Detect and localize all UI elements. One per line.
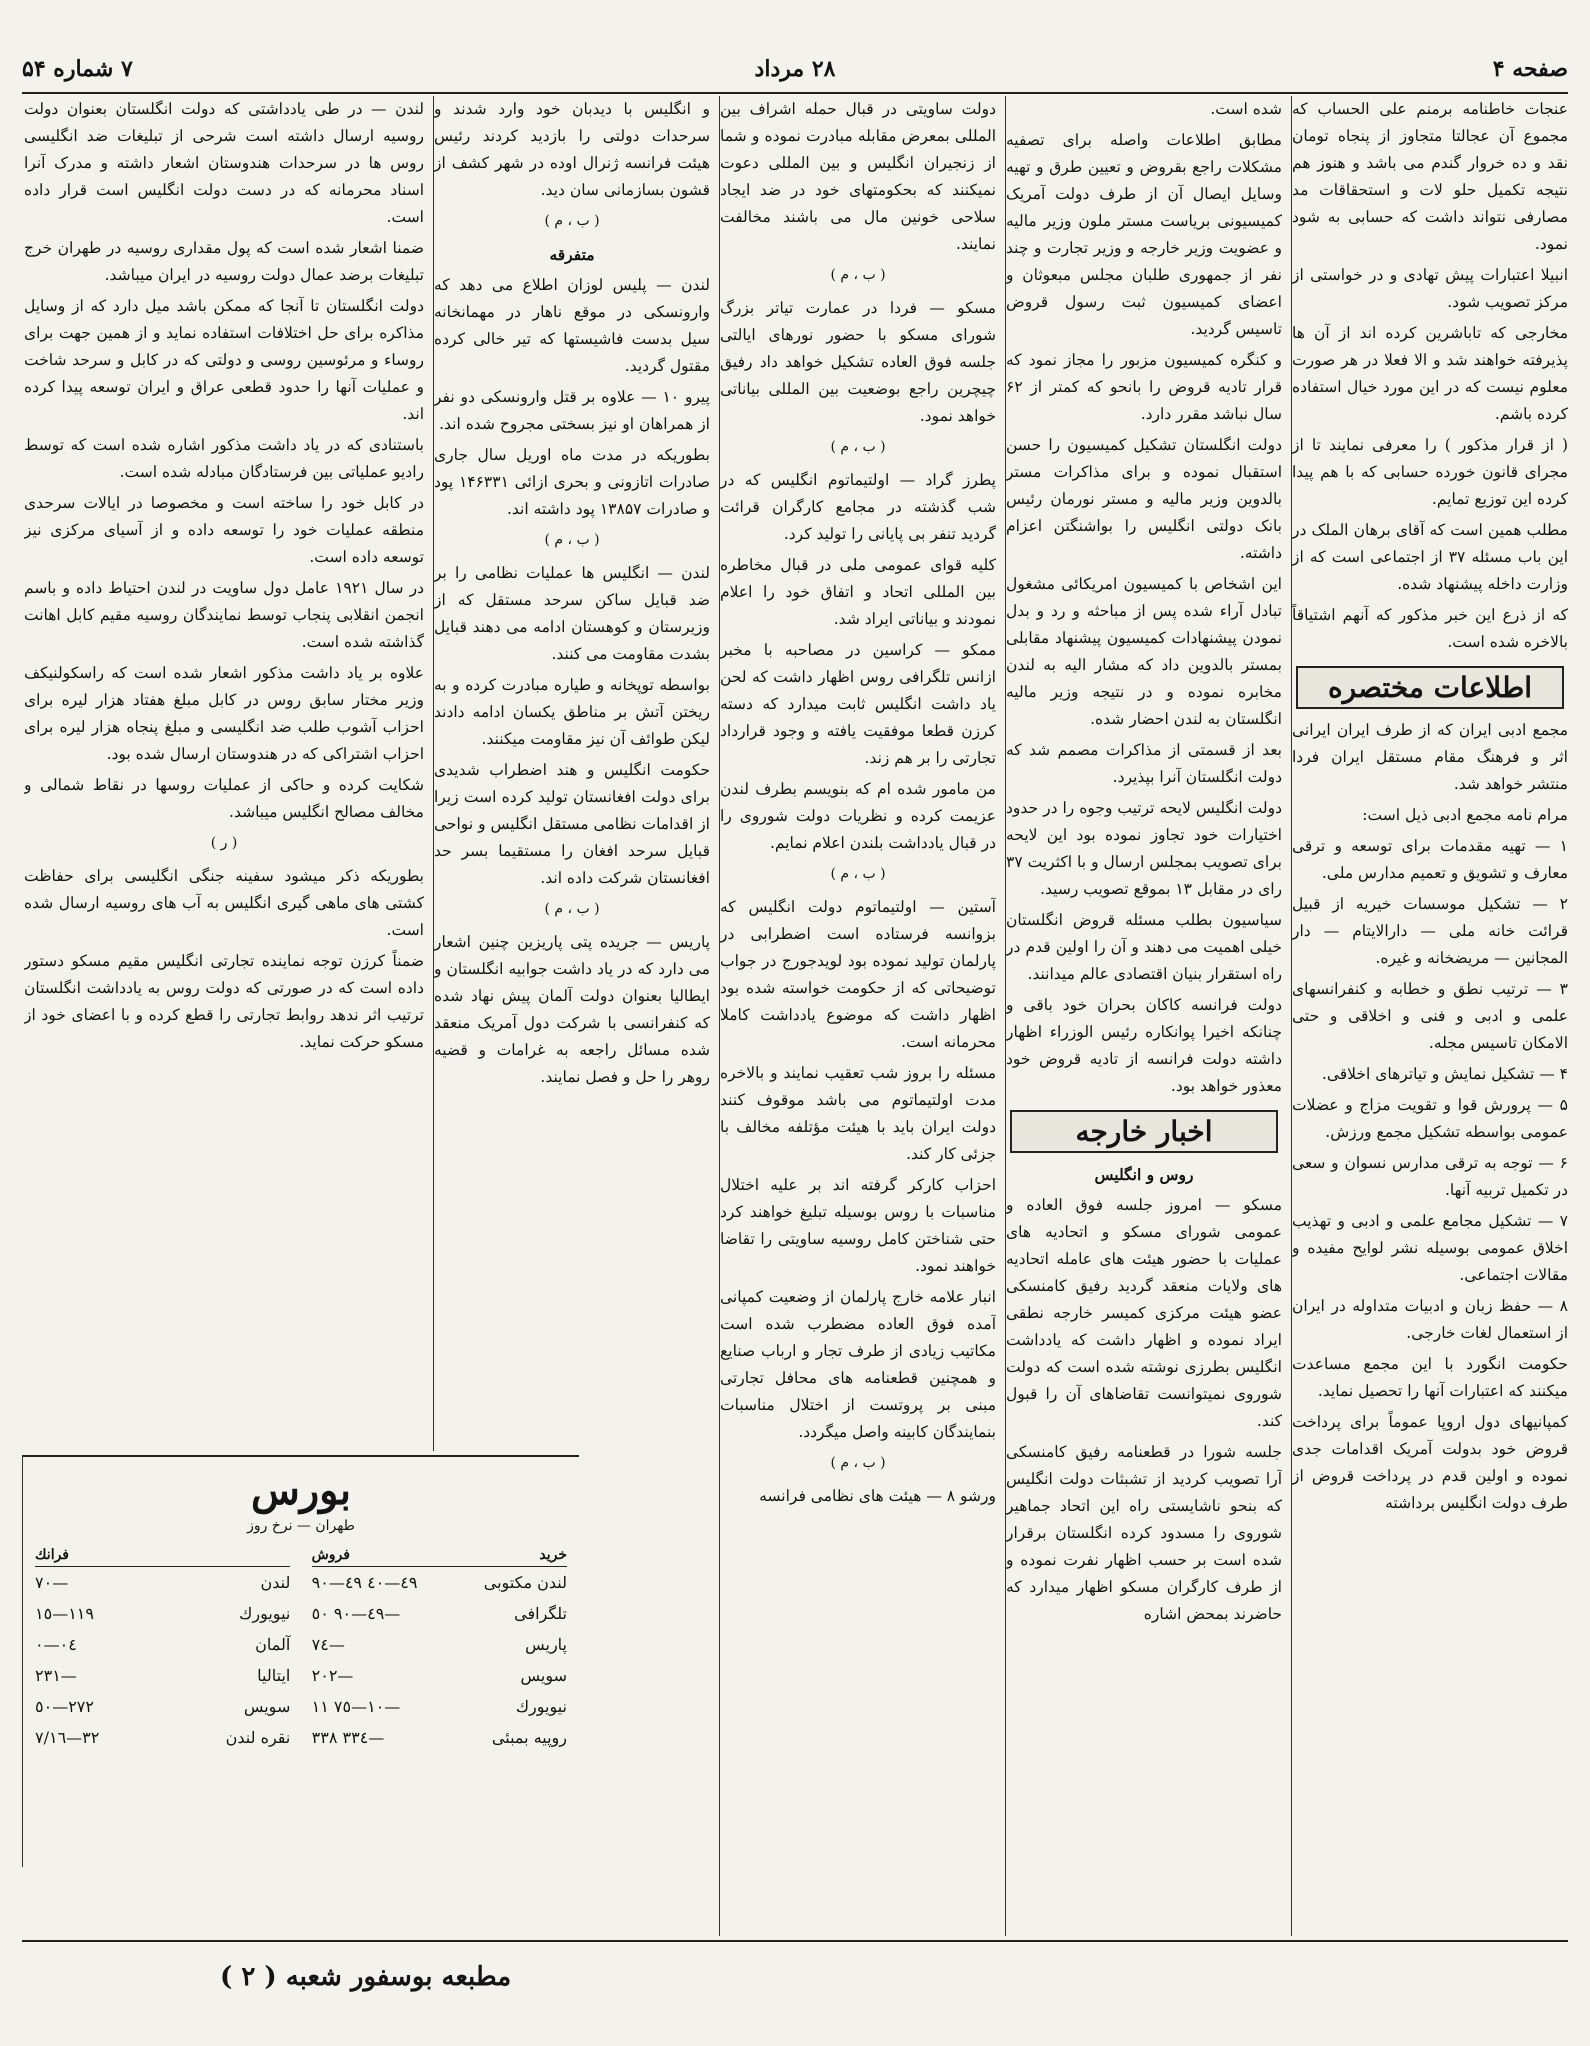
col3-signature-3: ( ب ، م ) bbox=[830, 866, 886, 882]
article-paragraph: علاوه بر یاد داشت مذکور اشعار شده است که راسکولنیکف وزیر مختار سابق روس در کابل مبلغ هفتاد هزار لیره برای احزاب آشوب طلب ضد انگلیسی و مبلغ پنجاه هزار لیره برای احزاب اشتراکی که در هندوستان ارسال شده بود. bbox=[24, 664, 424, 763]
col3-signature-2: ( ب ، م ) bbox=[830, 439, 886, 455]
article-paragraph: احزاب کارکر گرفته اند بر علیه اختلال مناسبات با روس بوسیله تبلیغ خواهند کرد حتی شناختن کامل روسیه ساویتی را تقاضا خواهند نمود. bbox=[720, 1176, 996, 1275]
article-paragraph: در کابل خود را ساخته است و مخصوصا در ایالات سرحدی منطقه عملیات خود را توسعه داده و از آسیای مرکزی نیز توسعه داده است. bbox=[24, 494, 424, 566]
col2-block-b bbox=[1006, 1192, 1282, 1628]
article-paragraph: کمپانیهای دول اروپا عموماً برای پرداخت قروض خود بدولت آمریک اقدامات جدی نموده و اولین قدم در پرداخت قروض از طرف دولت انگلیس برداشته bbox=[1292, 1413, 1568, 1512]
article-paragraph: که از ذرع این خبر مذکور که آنهم اشتیاقاً بالاخره شده است. bbox=[1292, 606, 1568, 651]
bourse-currency: پاریس bbox=[525, 1635, 567, 1654]
bourse-currency: لندن مکتوبی bbox=[483, 1573, 567, 1592]
col3-block-b bbox=[720, 295, 996, 430]
bourse-right-head-1: خرید bbox=[539, 1547, 567, 1563]
article-paragraph: و انگلیس با دیدبان خود وارد شدند و سرحدات دولتی را بازدید کردند رئیس هیئت فرانسه ژنرال اوده در شهر کشف از قشون بسازمانی سان دید. bbox=[434, 100, 710, 199]
bourse-rate: ١٠—٧٥ ١١— bbox=[311, 1697, 401, 1716]
bourse-left-rows bbox=[35, 1567, 290, 1753]
issue-number: ۷ شماره ۵۴ bbox=[22, 56, 133, 82]
bourse-row bbox=[312, 1598, 567, 1629]
column-3 bbox=[719, 96, 996, 1936]
footer-rule bbox=[22, 1940, 1568, 1942]
brief-news-heading: اطلاعات مختصره bbox=[1296, 666, 1564, 709]
col4-block-d bbox=[434, 560, 710, 892]
bourse-row bbox=[35, 1722, 290, 1753]
article-paragraph: ۱ — تهیه مقدمات برای توسعه و ترقی معارف و تشویق و تعمیم مدارس ملی. bbox=[1292, 837, 1568, 882]
bourse-currency: لندن bbox=[260, 1573, 291, 1592]
article-paragraph: شده است. bbox=[1210, 100, 1282, 118]
article-paragraph: در سال ۱۹۲۱ عامل دول ساویت در لندن احتیاط داده و باسم انجمن انقلابی پنجاب توسط نمایندگان روسیه مقیم کابل اهانت گذاشته شده است. bbox=[24, 579, 424, 651]
article-paragraph: لندن — انگلیس ها عملیات نظامی را بر ضد قبایل ساکن سرحد مستقل که از وزیرستان و کوهستان ادامه می دهند قبایل بشدت مقاومت می کنند. bbox=[434, 564, 710, 663]
bourse-right-table bbox=[312, 1544, 567, 1753]
col3-block-d bbox=[720, 894, 996, 1446]
col2-block-a bbox=[1006, 96, 1282, 1100]
bourse-left-table bbox=[35, 1544, 290, 1753]
bourse-section bbox=[22, 1455, 579, 1867]
article-paragraph: پطرز گراد — اولتیماتوم انگلیس که در شب گذشته در مجامع کارگران قرائت گردید تنفر بی پایانی را تولید کرد. bbox=[720, 471, 996, 543]
bourse-row bbox=[312, 1691, 567, 1722]
bourse-currency: نیویورك bbox=[515, 1697, 567, 1716]
article-paragraph: انبار علامه خارج پارلمان از وضعیت کمپانی آمده فوق العاده مضطرب شده است مکاتیب زیادی از طرف تجار و ارباب صنایع و همچنین قطعنامه های محافل تجارتی مبنی بر پروتست از اختلال مناسبات بنمایندگان کابینه واصل میگردد. bbox=[720, 1288, 996, 1441]
article-paragraph: دولت انگلستان تا آنجا که ممکن باشد میل دارد که از وسایل مذاکره برای حل اختلافات استفاده نماید و از همین جهت برای روساء و مرئوسین روسی و دولتی که در کابل و سرحد شاخت و عملیات آنها را حدود قطعی عراق و ایران توسعه پیدا کرده اند. bbox=[24, 297, 424, 423]
bourse-row bbox=[35, 1567, 290, 1598]
col3-block-c bbox=[720, 467, 996, 857]
article-paragraph: ۵ — پرورش قوا و تقویت مزاج و عضلات عمومی بواسطه تشکیل مجمع ورزش. bbox=[1292, 1096, 1568, 1141]
article-paragraph: پیرو ۱۰ — علاوه بر قتل وارونسکی دو نفر از همراهان او نیز بسختی مجروح شده اند. bbox=[434, 388, 710, 433]
article-paragraph: مسکو — امروز جلسه فوق العاده و عمومی شورای مسکو و اتحادیه های عملیات با حضور هیئت های عامله اتحادیه های ولایات منعقد گردید رفیق کامنسکی عضو هیئت مرکزی کمیسر خارجه نطقی ایراد نموده و اظهار داشت که یادداشت انگلیس بطرزی نوشته شده است که دولت شوروی نمیتوانست تقاضاهای آن را قبول کند. bbox=[1006, 1196, 1282, 1430]
column-5 bbox=[24, 96, 424, 1451]
article-paragraph: دولت ساویتی در قبال حمله اشراف بین المللی بمعرض مقابله مبادرت نموده و شما از زنجیران انگلیس و بین المللی دعوت نمیکنند که بحکومتهای خود در ضد ایجاد سلاحی خونین مال می باشند مخالفت نمایند. bbox=[720, 100, 996, 253]
bourse-currency: نقره لندن bbox=[225, 1728, 291, 1747]
article-paragraph: این اشخاص با کمیسیون امریکائی مشغول تبادل آراء شده پس از مباحثه و رد و بدل نمودن پیشنهادات کمیسیون پیشنهاد مقابلی بمستر بالدوین داد که مشار الیه به لندن مخابره نموده و در نتیجه وزیر مالیه انگلستان به لندن احضار شده. bbox=[1006, 575, 1282, 728]
article-paragraph: و کنگره کمیسیون مزبور را مجاز نمود که قرار تادیه قروض را بانحو که کمتر از ۶۲ سال نباشد مقرر دارد. bbox=[1006, 351, 1282, 423]
column-2 bbox=[1005, 96, 1282, 1936]
col1-block-b bbox=[1292, 717, 1568, 1517]
bourse-rate: ٧٤— bbox=[311, 1635, 345, 1654]
article-paragraph: من مامور شده ام که بنویسم بطرف لندن عزیمت کرده و نظریات دولت شوروی را در قبال یادداشت بلندن اعلام نمایم. bbox=[720, 780, 996, 852]
article-paragraph: لندن — پلیس لوزان اطلاع می دهد که وارونسکی در موقع ناهار در مهمانخانه سیل بدست فاشیستها که تیر خالی کرده مقتول گردید. bbox=[434, 276, 710, 375]
article-paragraph: مسکو — فردا در عمارت تیاتر بزرگ شورای مسکو با حضور نورهای ایالتی جلسه فوق العاده تشکیل خواهد داد رفیق چیچرین راجع بوضعیت بین المللی بیاناتی خواهد نمود. bbox=[720, 299, 996, 425]
bourse-title: بورس bbox=[251, 1467, 351, 1514]
bourse-currency: نیویورك bbox=[239, 1604, 291, 1623]
col4-block-c bbox=[434, 442, 710, 523]
bourse-subtitle: طهران — نرخ روز bbox=[247, 1518, 355, 1534]
col3-signature-1: ( ب ، م ) bbox=[830, 267, 886, 283]
header-rule bbox=[22, 92, 1568, 94]
bourse-right-rows bbox=[312, 1567, 567, 1753]
bourse-rate: ٢٠٢— bbox=[311, 1666, 354, 1685]
article-paragraph: آستین — اولتیماتوم دولت انگلیس که بزوانسه فرستاده است اضطرابی در پارلمان تولید نموده بود لویدجورج در جواب توضیحاتی که از حکومت خواسته شده بود اظهار داشت که موضوع یادداشت کاملا محرمانه است. bbox=[720, 898, 996, 1051]
bourse-row bbox=[35, 1691, 290, 1722]
column-1 bbox=[1291, 96, 1568, 1936]
article-paragraph: باستنادی که در یاد داشت مذکور اشاره شده است که توسط رادیو عملیاتی بین فرستادگان مبادله شده است. bbox=[24, 436, 424, 481]
bourse-rate: ٢٧٢—٥٠ bbox=[35, 1697, 94, 1716]
issue-date: ۲۸ مرداد bbox=[754, 56, 836, 82]
bourse-row bbox=[312, 1660, 567, 1691]
bourse-row bbox=[312, 1629, 567, 1660]
bourse-rate: ٧٠— bbox=[35, 1573, 69, 1592]
bourse-row bbox=[312, 1567, 567, 1598]
article-paragraph: بطوریکه در مدت ماه اوریل سال جاری صادرات اتازونی و بحری ازائی ۱۴۶۳۳۱ پود و صادرات ۱۳۸۵۷ پود داشته اند. bbox=[434, 446, 710, 518]
col1-block-a bbox=[1292, 96, 1568, 656]
article-paragraph: ۸ — حفظ زبان و ادبیات متداوله در ایران از استعمال لغات خارجی. bbox=[1292, 1297, 1568, 1342]
article-paragraph: ممکو — کراسین در مصاحبه با مخبر ازانس تلگرافی روس اظهار داشت که لحن یاد داشت انگلیس ثابت میدارد که دسته کرزن قطعا موفقیت یافته و وجود قرارداد تجارتی را بر هم زند. bbox=[720, 641, 996, 767]
col4-block-e bbox=[434, 929, 710, 1091]
bourse-row bbox=[312, 1722, 567, 1753]
article-paragraph: پاریس — جریده پتی پاریزین چنین اشعار می دارد که در یاد داشت جوابیه انگلستان و ایطالیا بعنوان دولت آلمان پیش نهاد شده که کنفرانسی با شرکت دول آمریک منعقد شده مسائل راجعه به غرامات و قضیه روهر را حل و فصل نمایند. bbox=[434, 933, 710, 1086]
bourse-rate: ٤٩—٩٠ ٥٠— bbox=[311, 1604, 401, 1623]
article-paragraph: ۶ — توجه به ترقی مدارس نسوان و سعی در تکمیل تربیه آنها. bbox=[1292, 1154, 1568, 1199]
foreign-news-heading: اخبار خارجه bbox=[1010, 1110, 1278, 1153]
bourse-currency: تلگرافی bbox=[514, 1604, 567, 1623]
bourse-tables bbox=[23, 1544, 579, 1753]
bourse-row bbox=[35, 1629, 290, 1660]
misc-heading: متفرقه bbox=[549, 245, 595, 264]
article-paragraph: شکایت کرده و حاکی از عملیات روسها در نقاط شمالی و مخالف مصالح انگلیس میباشد. bbox=[24, 776, 424, 821]
col3-last-line: ورشو ۸ — هیئت های نظامی فرانسه bbox=[759, 1487, 996, 1505]
column-4 bbox=[433, 96, 710, 1451]
bourse-right-header bbox=[312, 1544, 567, 1567]
article-paragraph: مطابق اطلاعات واصله برای تصفیه مشکلات راجع بقروض و تعیین طرق و تهیه وسایل ایصال آن از طرف دولت آمریک کمیسیونی بریاست مستر ملون وزیر مالیه و عضویت وزیر خارجه و وزیر تجارت و چند نفر از جمهوری طلبان مجلس مبعوثان و اعضای کمیسیون ثبت رسول قروض تاسیس گردید. bbox=[1006, 131, 1282, 338]
article-paragraph: دولت انگلستان تشکیل کمیسیون را حسن استقبال نموده و برای مذاکرات مستر بالدوین وزیر مالیه و مستر نورمان رئیس بانک دولتی انگلیس را بواشنگتن اعزام داشته. bbox=[1006, 436, 1282, 562]
article-paragraph: ( از قرار مذکور ) را معرفی نمایند تا از مجرای قانون خورده حسابی که با هم پیدا کرده این توزیع تمایم. bbox=[1292, 436, 1568, 508]
article-paragraph: دولت فرانسه کاکان بحران خود باقی و چنانکه اخیرا پوانکاره رئیس الوزراء اظهار داشته دولت فرانسه از تادیه قروض خود معذور خواهد بود. bbox=[1006, 996, 1282, 1095]
col3-block-a bbox=[720, 96, 996, 258]
article-paragraph: بواسطه توپخانه و طیاره مبادرت کرده و به ریختن آتش بر مناطق یکسان ادامه دادند لیکن طوائف آن نیز مقاومت میکنند. bbox=[434, 676, 710, 748]
article-paragraph: ۴ — تشکیل نمایش و تیاترهای اخلاقی. bbox=[1321, 1065, 1568, 1083]
article-paragraph: لندن — در طی یادداشتی که دولت انگلستان بعنوان دولت روسیه ارسال داشته است شرحی از تبلیغات ضد انگلیسی روس ها در سرحدات هندوستان اشعار داشته و مدرک آنرا اسناد محرمانه که در دست دولت انگلیس است قرار داده است. bbox=[24, 100, 424, 226]
bourse-rate: ٣٣٤ ٣٣٨— bbox=[311, 1728, 385, 1747]
article-paragraph: بعد از قسمتی از مذاکرات مصمم شد که دولت انگلستان آنرا بپذیرد. bbox=[1006, 741, 1282, 786]
bourse-rate: ٣٢—٧/١٦ bbox=[35, 1728, 100, 1747]
col4-signature-2: ( ب ، م ) bbox=[544, 532, 600, 548]
article-paragraph: مخارجی که تاباشرین کرده اند از آن ها پذیرفته خواهند شد و الا فعلا در هر صورت معلوم نیست که در این مورد خیال استفاده کرده باشم. bbox=[1292, 324, 1568, 423]
article-paragraph: ضمنا اشعار شده است که پول مقداری روسیه در طهران خرج تبلیغات برضد عمال دولت روسیه در ایران میباشد. bbox=[24, 239, 424, 284]
article-paragraph: ۳ — ترتیب نطق و خطابه و کنفرانسهای علمی و ادبی و فنی و اخلاقی و حتی الامکان تاسیس مجله. bbox=[1292, 980, 1568, 1052]
article-paragraph: ۷ — تشکیل مجامع علمی و ادبی و تهذیب اخلاق عمومی بوسیله نشر لوایح مفیده و مقالات اجتماعی. bbox=[1292, 1212, 1568, 1284]
foreign-news-subheading: روس و انگلیس bbox=[1094, 1165, 1194, 1184]
page-header bbox=[22, 50, 1568, 94]
bourse-currency: سویس bbox=[243, 1697, 291, 1716]
article-paragraph: مسئله را بروز شب تعقیب نمایند و بالاخره مدت اولتیماتوم می باشد موقوف کنند دولت ایران باید با هیئت مؤتلفه مخالف با جزئی کار کند. bbox=[720, 1064, 996, 1163]
bourse-rate: ٤٩—٤٠ ٤٩—٩٠ bbox=[311, 1573, 418, 1592]
col4-signature-1: ( ب ، م ) bbox=[544, 213, 600, 229]
bourse-currency: سویس bbox=[520, 1666, 567, 1685]
article-paragraph: جلسه شورا در قطعنامه رفیق کامنسکی آرا تصویب کردید از تشبثات دولت انگلیس که بنحو ناشایستی راه این اتحاد جماهیر شوروی را مسدود کرده انگلستان برقرار شده است بر حسب اظهار نفرت نموده و از طرف کارگران مسکو اظهار میدارد که حاضرند بمحض اشاره bbox=[1006, 1443, 1282, 1623]
article-paragraph: کلیه قوای عمومی ملی در قبال مخاطره بین المللی اتحاد و اتفاق خود را اعلام نمودند و بیاناتی ایراد شد. bbox=[720, 556, 996, 628]
bourse-rate: ١١٩—١٥ bbox=[35, 1604, 94, 1623]
page-number: صفحه ۴ bbox=[1492, 56, 1568, 82]
bourse-rate: ٢٣١— bbox=[35, 1666, 77, 1685]
bourse-left-header bbox=[35, 1544, 290, 1567]
article-paragraph: حکومت انگورد با این مجمع مساعدت میکنند که اعتبارات آنها را تحصیل نماید. bbox=[1292, 1355, 1568, 1400]
col3-signature-4: ( ب ، م ) bbox=[830, 1455, 886, 1471]
article-paragraph: مرام نامه مجمع ادبی ذیل است: bbox=[1362, 806, 1568, 824]
bourse-row bbox=[35, 1598, 290, 1629]
article-paragraph: بطوریکه ذکر میشود سفینه جنگی انگلیسی برای حفاظت کشتی های ماهی گیری انگلیس به آب های روسیه ارسال شده است. bbox=[24, 867, 424, 939]
article-paragraph: مطلب همین است که آقای برهان الملک در این باب مسئله ۳۷ از اجتماعی است که از وزارت داخله پیشنهاد شده. bbox=[1292, 521, 1568, 593]
article-paragraph: سیاسیون بطلب مسئله قروض انگلستان خیلی اهمیت می دهند و آن را اولین قدم در راه استقرار بنیان اقتصادی عالم میدانند. bbox=[1006, 911, 1282, 983]
col4-signature-3: ( ب ، م ) bbox=[544, 901, 600, 917]
article-paragraph: مجمع ادبی ایران که از طرف ایران ایرانی اثر و فرهنگ مقام مستقل ایران فردا منتشر خواهد شد. bbox=[1292, 721, 1568, 793]
article-paragraph: ۲ — تشکیل موسسات خیریه از قبیل قرائت خانه ملی — دارالایتام — دار المجانین — مریضخانه و غیره. bbox=[1292, 895, 1568, 967]
article-paragraph: حکومت انگلیس و هند اضطراب شدیدی برای دولت افغانستان تولید کرده است زیرا از اقدامات نظامی مستقل انگلیس و نواحی قبایل سرحد افغان را مستقیما بسر حد افغانستان شرکت داده اند. bbox=[434, 761, 710, 887]
bourse-rate: ٠٤—٠ bbox=[35, 1635, 77, 1654]
col5-signature-1: ( ر ) bbox=[210, 835, 238, 851]
bourse-left-head-2: فرانك bbox=[35, 1547, 70, 1563]
printer-imprint: مطبعه بوسفور شعبه ( ٢ ) bbox=[220, 1962, 512, 1992]
bourse-currency: آلمان bbox=[255, 1635, 291, 1654]
article-paragraph: دولت انگلیس لایحه ترتیب وجوه را در حدود اختیارات خود تجاوز نموده بود این لایحه برای تصویب بمجلس ارسال و با اکثریت ۳۷ رای در مقابل ۱۳ بموقع تصویب رسید. bbox=[1006, 799, 1282, 898]
article-paragraph: ضمناً کرزن توجه نماینده تجارتی انگلیس مقیم مسکو دستور داده است که در صورتی که دولت روس به یادداشت انگلستان ترتیب اثر ندهد روابط تجارتی را قطع کرده و با اعضای خود از مسکو حرکت نماید. bbox=[24, 952, 424, 1051]
article-paragraph: انبیلا اعتبارات پیش تهادی و در خواستی از مرکز تصویب شود. bbox=[1292, 266, 1568, 311]
col5-block-a bbox=[24, 96, 424, 826]
col4-block-a bbox=[434, 96, 710, 204]
bourse-right-head-2: فروش bbox=[311, 1547, 350, 1563]
col5-block-b bbox=[24, 863, 424, 1056]
article-paragraph: عنجات خاطنامه برمنم علی الحساب که مجموع آن عجالتا متجاوز از پنجاه تومان نقد و ده خروار گندم می باشد و هنوز هم نتیجه تکمیل حلو لات و استحقاقات مد مصارفی نتواند داشت که حسابی به شود نمود. bbox=[1292, 100, 1568, 253]
bourse-row bbox=[35, 1660, 290, 1691]
bourse-currency: ایتالیا bbox=[257, 1666, 291, 1685]
col4-block-b bbox=[434, 272, 710, 438]
bourse-currency: روپیه بمبئی bbox=[491, 1728, 567, 1747]
